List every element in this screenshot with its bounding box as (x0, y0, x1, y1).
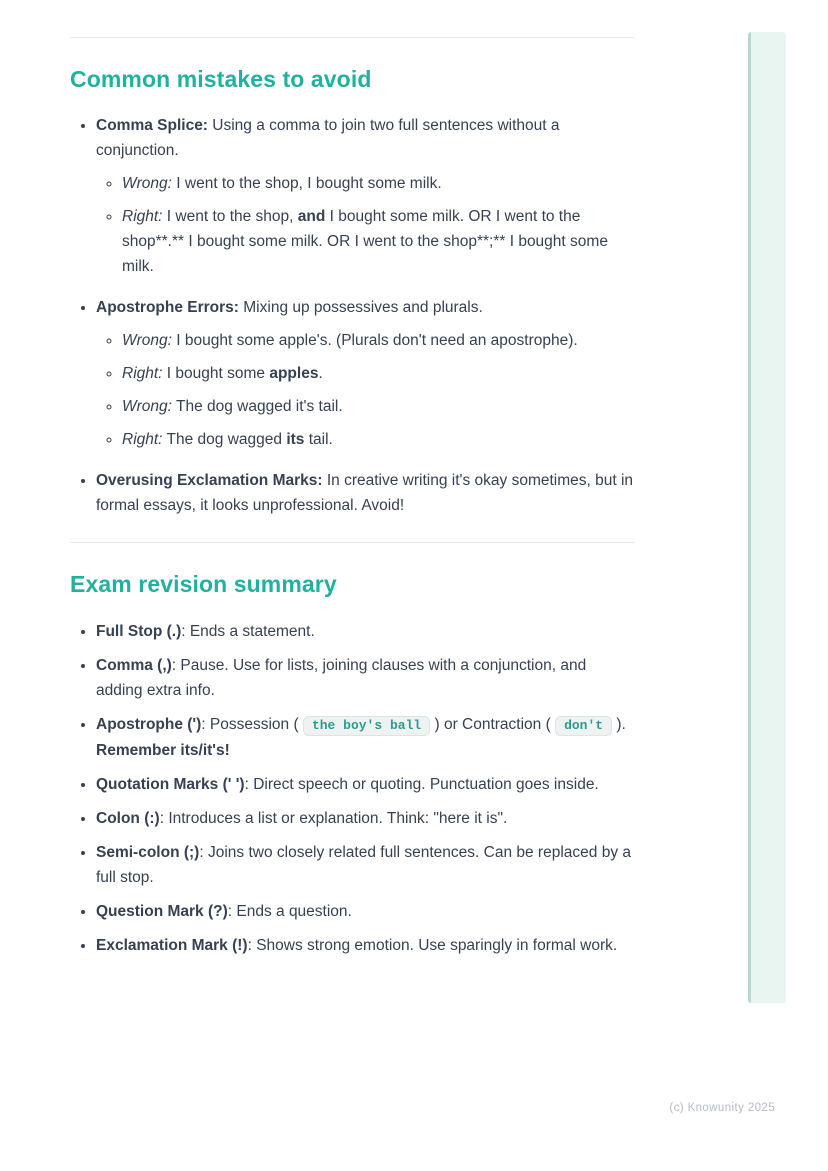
bold-text: and (297, 208, 326, 226)
bullet-list (70, 113, 635, 518)
list-item (96, 295, 635, 452)
bold-text: its (286, 431, 305, 449)
body-text: tail. (304, 431, 333, 449)
list-item (96, 619, 635, 644)
body-text: ). (612, 715, 626, 733)
body-text: I bought some apple's. (Plurals don't need an apostrophe). (171, 332, 578, 350)
body-text: : Possession ( (201, 715, 303, 733)
body-text: I bought some (162, 365, 270, 383)
copyright-footer: (c) Knowunity 2025 (669, 1102, 775, 1114)
term-text: Colon (:) (96, 809, 160, 827)
term-text: Apostrophe Errors: (96, 299, 239, 317)
sub-bullet-list (96, 171, 635, 279)
section-heading: Exam revision summary (70, 571, 337, 598)
italic-label: Wrong: (122, 175, 172, 193)
italic-label: Right: (122, 208, 163, 226)
sub-list-item (122, 204, 635, 279)
decorative-side-bar (748, 32, 786, 1003)
inline-code-chip: the boy's ball (303, 716, 430, 736)
section-exam-revision (70, 571, 635, 957)
body-text: ) or Contraction ( (430, 715, 556, 733)
sub-list-item (122, 171, 635, 196)
body-text: In creative writing it's okay sometimes, but in formal essays, it looks unprofessional. Avoid! (96, 472, 634, 515)
body-text: : Direct speech or quoting. Punctuation goes inside. (244, 775, 599, 793)
body-text: : Pause. Use for lists, joining clauses with a conjunction, and adding extra info. (96, 656, 587, 699)
term-text: Question Mark (?) (96, 902, 228, 920)
sub-list-item (122, 394, 635, 419)
body-text: : Shows strong emotion. Use sparingly in formal work. (247, 936, 618, 954)
list-item (96, 933, 635, 958)
body-text: Using a comma to join two full sentences without a conjunction. (96, 117, 560, 160)
list-item (96, 840, 635, 890)
italic-label: Wrong: (122, 398, 172, 416)
body-text: The dog wagged it's tail. (171, 398, 343, 416)
sub-list-item (122, 361, 635, 386)
body-text: I bought some milk. OR I went to the shop**.** I bought some milk. OR I went to the shop**;** I bought some milk. (122, 208, 608, 276)
term-text: Exclamation Mark (!) (96, 936, 248, 954)
list-item (96, 468, 635, 518)
body-text: Mixing up possessives and plurals. (238, 299, 483, 317)
body-text: . (318, 365, 323, 383)
bullet-list (70, 619, 635, 958)
term-text: Semi-colon (;) (96, 843, 200, 861)
body-text: I went to the shop, (162, 208, 298, 226)
list-item (96, 772, 635, 797)
term-text: Quotation Marks (' ') (96, 775, 245, 793)
section-divider (70, 542, 635, 543)
sub-list-item (122, 427, 635, 452)
italic-label: Right: (122, 431, 163, 449)
list-item (96, 653, 635, 703)
section-heading: Common mistakes to avoid (70, 66, 372, 92)
list-item (96, 899, 635, 924)
list-item (96, 712, 635, 763)
body-text: : Ends a question. (227, 902, 352, 920)
bold-text: Remember its/it's! (96, 741, 230, 759)
body-text: I went to the shop, I bought some milk. (171, 175, 442, 193)
section-common-mistakes (70, 66, 635, 518)
bold-text: apples (269, 365, 319, 383)
body-text: : Introduces a list or explanation. Think: "here it is". (159, 809, 508, 827)
document-content (70, 0, 635, 967)
term-text: Comma Splice: (96, 117, 208, 135)
term-text: Overusing Exclamation Marks: (96, 472, 323, 490)
list-item (96, 113, 635, 279)
term-text: Full Stop (.) (96, 622, 182, 640)
sub-list-item (122, 328, 635, 353)
inline-code-chip: don't (555, 716, 612, 736)
italic-label: Wrong: (122, 332, 172, 350)
section-divider (70, 37, 635, 38)
term-text: Comma (,) (96, 656, 172, 674)
list-item (96, 806, 635, 831)
italic-label: Right: (122, 365, 163, 383)
body-text: : Ends a statement. (181, 622, 315, 640)
body-text: The dog wagged (162, 431, 287, 449)
sub-bullet-list (96, 328, 635, 452)
term-text: Apostrophe (') (96, 715, 202, 733)
body-text: : Joins two closely related full sentences. Can be replaced by a full stop. (96, 843, 631, 886)
